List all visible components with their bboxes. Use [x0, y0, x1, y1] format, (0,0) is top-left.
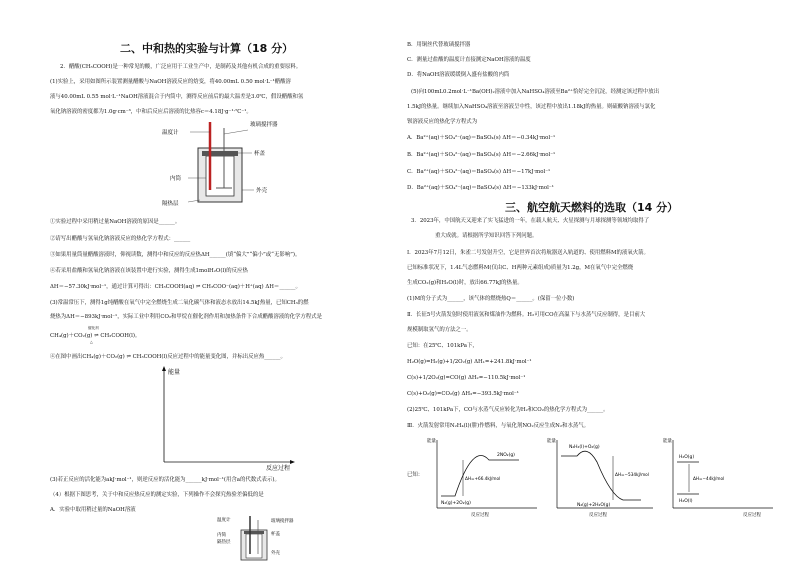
choice-c: C．Ba²⁺(aq)＋SO₄²⁻(aq)＝BaSO₄(s) ΔH＝−17kJ·mol⁻¹ [407, 169, 551, 175]
equation-line: C(s)+1/2O₂(g)=CO(g) ΔH₂=−110.5kJ·mol⁻¹ [407, 375, 526, 381]
d3-top-label: H₂O(g) [679, 455, 695, 460]
stirrer-label: 玻璃搅拌器 [250, 122, 278, 128]
body-line: (2)25℃、101kPa下，CO与水蒸气反应转化为H₂和CO₂的热化学方程式为______。 [407, 407, 609, 413]
question-line: ④在图中画出CH₄(g)＋CO₂(g) ⇌ CH₃COOH(l)反应过程中的能量变化图，并标出反应热______。 [50, 354, 286, 360]
graph-x-axis-label: 反应过程 [266, 465, 291, 472]
body-line: 生成CO₂(g)和H₂O(l)时，放出66.77kJ的热量。 [407, 280, 523, 286]
question-line: CH₄(g)＋CO₂(g) ⇌ CH₃COOH(l)。 [50, 333, 141, 339]
option-d: D．将NaOH溶液缓缓倒入盛有盐酸的内筒 [407, 72, 510, 78]
choice-a: A．Ba²⁺(aq)＋SO₄²⁻(aq)＝BaSO₄(s) ΔH＝−0.34kJ·mol⁻¹ [407, 135, 556, 141]
small-outer-label: 外壳 [271, 551, 280, 556]
question-line: （4）根据下图思考，关于中和反应热反应的测定实验，下列操作不会探究热验差偏低的是 [50, 492, 264, 498]
question-line: ΔH＝−57.30kJ·mol⁻¹，通过计算可得出：CH₃COOH(aq) ⇌ CH₃COO⁻(aq)＋H⁺(aq) ΔH＝______。 [50, 284, 301, 290]
heat-label: △ [90, 340, 93, 344]
body-line: (1)M的分子式为______，该气体的燃烧热Q＝______。(保留一位小数) [407, 296, 575, 302]
energy-diagram-1 [427, 437, 537, 518]
equation-line: H₂O(g)=H₂(g)+1/2O₂(g) ΔH₁=+241.8kJ·mol⁻¹ [407, 359, 532, 365]
body-line: 3．2023年，中国航天又迎来了实飞猛进的一年，在载人航天、火星探测与月球探测等领域均取得了 [411, 218, 650, 224]
question-line: (3)若正反应的活化能为akJ·mol⁻¹，则逆反应的活化能为______kJ·mol⁻¹(用含a的代数式表示)。 [50, 477, 280, 483]
d2-top-label: N₂H₄(l)+O₂(g) [569, 445, 600, 450]
d1-dh-label: ΔH=+66.4kJ/mol [465, 476, 501, 481]
option-a: A．实验中取用稍过量的NaOH溶液 [50, 507, 136, 513]
question-line: ③如果用量筒量醋酸溶液时，仰视读数，测得中和反应的反应热ΔH______(填“偏大”“偏小”或“无影响”)。 [50, 252, 301, 258]
question-line: ①实验过程中采用稍过量NaOH溶液的原因是______。 [50, 219, 181, 225]
thermometer-label: 温度计 [162, 130, 179, 136]
question-line: ④若采用盐酸和氢氧化钠溶液在该装置中进行实验，测得生成1molH₂O(l)的反应热 [50, 268, 248, 274]
question-line: (3)常温常压下，测得1g纯醋酸在氧气中完全燃烧生成二氧化碳气体和液态水放出14.5kJ热量，已知CH₃的燃 [50, 300, 309, 306]
intro-line: (1)实验上，采用如图所示装置测量醋酸与NaOH溶液反应的焓变，将40.00mL 0.50 mol·L⁻¹醋酸溶 [50, 79, 291, 85]
intro-line: 液与40.00mL 0.55 mol·L⁻¹NaOH溶液混合于内筒中，测得反应前后的最大温差是3.0℃，假设醋酸和氢 [50, 94, 304, 100]
section-title-3: 三、航空航天燃料的选取（14 分） [505, 201, 679, 214]
small-insulation-label: 隔热层 [217, 540, 231, 545]
option-b: B．用铜丝代替玻璃搅拌器 [407, 42, 471, 48]
body-line: 已知标准状况下，1.4L气态燃料M(仅由C、H两种元素组成)质量为1.2g，M在氧气中完全燃烧 [407, 265, 634, 271]
d3-y-label: 能量 [663, 439, 672, 444]
body-line: 规模制取氢气的方法之一。 [407, 327, 472, 333]
option-c: C．测量过盐酸的温度计直接测定NaOH溶液的温度 [407, 57, 531, 63]
body-line: Ⅰ．2023年7月12日，朱雀二号发射升空，它是世界首次将航器送入轨道的、使用燃料M的液氧火箭。 [407, 250, 649, 256]
lid-label: 杯盖 [254, 151, 266, 157]
calorimeter-diagram [160, 120, 280, 212]
energy-diagram-2 [547, 437, 653, 518]
small-stirrer-label: 玻璃搅拌器 [271, 519, 294, 524]
energy-diagrams [427, 434, 787, 518]
catalyst-label: 催化剂 [88, 326, 99, 330]
body-line: Ⅲ．火箭发射常用N₂H₄(l)(肼)作燃料，与氧化剂NO₂反应生成N₂和水蒸气。 [407, 423, 590, 429]
energy-diagram-3 [663, 437, 773, 518]
body-line: 重大成就。请根据所学知识回答下列问题。 [435, 233, 538, 239]
outer-shell-label: 外壳 [256, 188, 268, 194]
question-5-line: 1.5kJ的热量。继续加入NaHSO₄溶液至溶液呈中性，该过程中放出1.18kJ的热量。则硫酸钠溶液与氯化 [407, 104, 656, 110]
d3-x-label: 反应过程 [743, 513, 761, 518]
d2-y-label: 能量 [547, 439, 556, 444]
question-5-line: (5)向100mL0.2mol·L⁻¹Ba(OH)₂溶液中加入NaHSO₄溶液至Ba²⁺恰好完全沉淀，经测定该过程中放出 [411, 89, 660, 95]
d1-y-label: 能量 [427, 439, 436, 444]
known-label: 已知： [407, 472, 424, 478]
d1-top-label: 2NO₂(g) [497, 453, 515, 458]
question-line: 烧热为ΔH＝−893kJ·mol⁻¹，实际工业中利用CO₂和甲烷在催化剂作用和加热条件下合成醋酸溶液的化学方程式是 [50, 314, 322, 320]
graph-y-axis-label: 能量 [168, 369, 181, 376]
energy-graph-blank [150, 362, 300, 472]
body-line: Ⅱ．长征5号火箭发射时使用液氢和煤油作为燃料。H₂可用CO在高温下与水蒸气反应制得，是目前大 [407, 312, 646, 318]
section-title-2: 二、中和热的实验与计算（18 分） [120, 42, 294, 55]
d3-bottom-label: H₂O(l) [679, 499, 693, 504]
d1-x-label: 反应过程 [471, 513, 489, 518]
d2-bottom-label: N₂(g)+2H₂O(g) [577, 503, 611, 508]
small-lid-label: 杯盖 [271, 532, 280, 537]
choice-b: B．Ba²⁺(aq)＋SO₄²⁻(aq)＝BaSO₄(s) ΔH＝−2.66kJ·mol⁻¹ [407, 152, 556, 158]
d2-dh-label: ΔH=−534kJ/mol [615, 472, 649, 477]
insulation-label: 隔热层 [162, 201, 179, 207]
intro-line: 2．醋酸(CH₃COOH)是一种常见的酸，广泛应用于工业生产中，是制药及其他有机合成的重要原料。 [60, 64, 302, 70]
inner-cylinder-label: 内筒 [170, 176, 182, 182]
body-line: 已知：在25℃、101kPa下， [407, 343, 478, 349]
equation-line: C(s)+O₂(g)=CO₂(g) ΔH₃=−393.5kJ·mol⁻¹ [407, 391, 519, 397]
choice-d: D．Ba²⁺(aq)＋SO₄²⁻(aq)＝BaSO₄(s) ΔH＝−133kJ·mol⁻¹ [407, 185, 554, 191]
d2-x-label: 反应过程 [589, 513, 607, 518]
small-thermometer-label: 温度计 [217, 518, 231, 523]
intro-line: 氧化钠溶液的密度都为1.0g·cm⁻³，中和后反应后溶液的比热容c＝4.18J·g⁻¹·℃⁻¹。 [50, 109, 252, 115]
small-inner-label: 内筒 [217, 533, 226, 538]
question-line: ②请写出醋酸与氢氧化钠溶液反应的热化学方程式：______ [50, 236, 191, 242]
calorimeter-diagram-small [215, 514, 295, 562]
d1-bottom-label: N₂(g)+2O₂(g) [441, 501, 471, 506]
question-5-line: 钡溶液反应的热化学方程式为 [407, 119, 478, 125]
d3-dh-label: ΔH=−44kJ/mol [693, 476, 725, 481]
